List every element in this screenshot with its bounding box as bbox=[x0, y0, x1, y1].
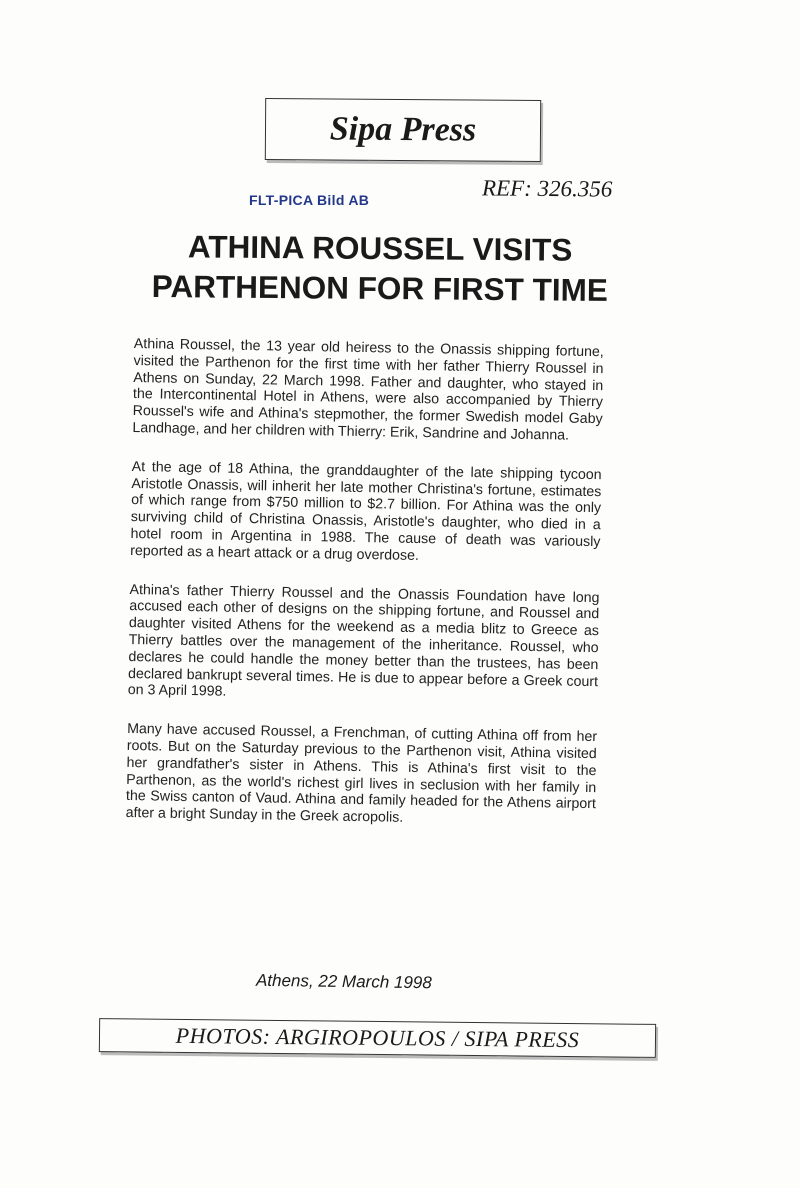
headline-line-1: ATHINA ROUSSEL VISITS bbox=[187, 228, 573, 268]
dateline: Athens, 22 March 1998 bbox=[255, 970, 432, 993]
reference-number: REF: 326.356 bbox=[481, 175, 613, 202]
article-body bbox=[125, 336, 604, 852]
sipa-press-logo bbox=[265, 98, 541, 162]
paragraph-4: Many have accused Roussel, a Frenchman, of cutting Athina off from her roots. But on the Saturday previous to the Parthenon visit, Athina visited her grandfather's sister in Athens. This is Athina's first visit to the Parthenon, as the world's richest girl lives in seclusion with her family in the Swiss canton of Vaud. Athina and family headed for the Athens airport after a bright Sunday in the Greek acropolis. bbox=[125, 721, 598, 826]
logo-text: Sipa Press bbox=[329, 110, 477, 149]
paragraph-2: At the age of 18 Athina, the granddaughter of the late shipping tycoon Aristotle Onassis, will inherit her late mother Christina's fortune, estimates of which range from $750 million to $2.7 billion. For Athina was the only surviving child of Christina Onassis, Aristotle's daughter, who died in a hotel room in Argentina in 1988. The cause of death was variously reported as a heart attack or a drug overdose. bbox=[130, 458, 602, 564]
photo-credit-box bbox=[99, 1018, 656, 1058]
photo-credit: PHOTOS: ARGIROPOULOS / SIPA PRESS bbox=[175, 1022, 580, 1053]
paragraph-3: Athina's father Thierry Roussel and the Onassis Foundation have long accused each other of designs on the shipping fortune, and Roussel and daughter visited Athens for the weekend as a media blitz to Greece as Thierry battles over the management of the inheritance. Roussel, who declares he could handle the money better than the trustees, has been declared bankrupt several times. He is due to appear before a Greek court on 3 April 1998. bbox=[127, 581, 600, 701]
archive-stamp: FLT-PICA Bild AB bbox=[249, 192, 370, 208]
headline-line-2: PARTHENON FOR FIRST TIME bbox=[151, 268, 609, 308]
paragraph-1: Athina Roussel, the 13 year old heiress to the Onassis shipping fortune, visited the Parthenon for the first time with her father Thierry Roussel in Athens on Sunday, 22 March 1998. Father and daughter, who stayed in the Intercontinental Hotel in Athens, were also accompanied by Thierry Roussel's wife and Athina's stepmother, the former Swedish model Gaby Landhage, and her children with Thierry: Erik, Sandrine and Johanna. bbox=[132, 336, 604, 444]
headline bbox=[130, 226, 631, 310]
